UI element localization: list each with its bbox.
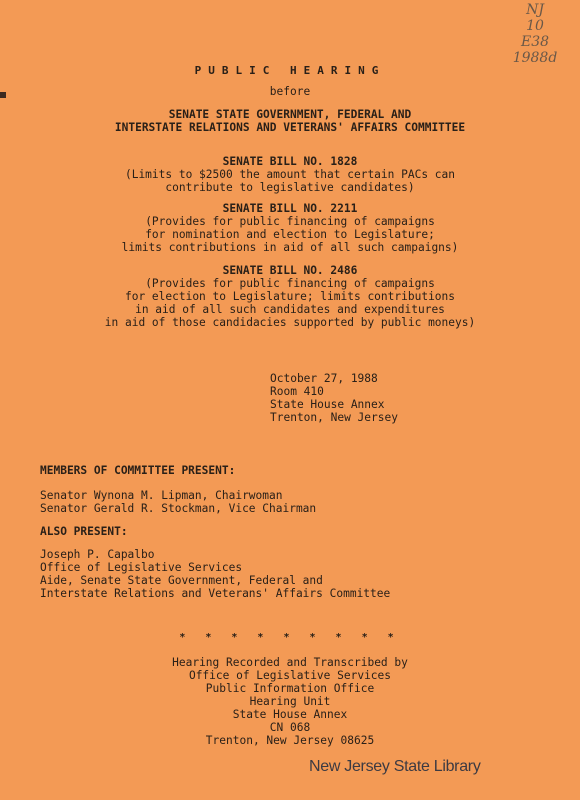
bill-title: SENATE BILL NO. 2486	[222, 264, 358, 277]
meeting-date: October 27, 1988	[270, 372, 378, 385]
transcription-line: Hearing Recorded and Transcribed by	[172, 656, 408, 669]
member-entry: Senator Gerald R. Stockman, Vice Chairman	[40, 502, 317, 515]
library-stamp: New Jersey State Library	[309, 758, 481, 775]
before-label: before	[269, 85, 311, 98]
handwritten-line-4: 1988d	[512, 50, 558, 66]
handwritten-line-2: 10	[526, 18, 544, 34]
bill-description-line: contribute to legislative candidates)	[165, 181, 415, 194]
transcription-line: State House Annex	[232, 708, 348, 721]
handwritten-line-3: E38	[520, 34, 550, 50]
transcription-line: CN 068	[269, 721, 311, 734]
bill-1828	[0, 155, 580, 194]
committee-line-2: INTERSTATE RELATIONS AND VETERANS' AFFAIRS COMMITTEE	[114, 121, 466, 134]
also-present-heading: ALSO PRESENT:	[40, 525, 128, 538]
bill-title: SENATE BILL NO. 1828	[222, 155, 358, 168]
section-separator: * * * * * * * * *	[179, 632, 401, 643]
document-heading: PUBLIC HEARING	[194, 64, 386, 77]
meeting-building: State House Annex	[270, 398, 385, 411]
transcription-line: Hearing Unit	[249, 695, 331, 708]
bill-description-line: (Limits to $2500 the amount that certain PACs can	[124, 168, 456, 181]
handwritten-call-number	[500, 2, 570, 66]
bill-description-line: limits contributions in aid of all such campaigns)	[121, 241, 459, 254]
bill-description-line: in aid of those candidacies supported by public moneys)	[104, 316, 476, 329]
bill-description-line: in aid of all such candidates and expenditures	[135, 303, 445, 316]
bill-description-line: (Provides for public financing of campaigns	[145, 215, 435, 228]
bill-2211	[0, 202, 580, 254]
transcription-line: Office of Legislative Services	[188, 669, 392, 682]
meeting-city: Trenton, New Jersey	[270, 411, 398, 424]
bill-2486	[0, 264, 580, 329]
bill-description-line: for election to Legislature; limits contributions	[124, 290, 456, 303]
also-present-entry: Joseph P. Capalbo	[40, 548, 155, 561]
also-present-entry: Interstate Relations and Veterans' Affairs Committee	[40, 587, 391, 600]
committee-line-1: SENATE STATE GOVERNMENT, FEDERAL AND	[168, 108, 412, 121]
bill-description-line: for nomination and election to Legislature;	[145, 228, 435, 241]
members-heading: MEMBERS OF COMMITTEE PRESENT:	[40, 464, 236, 477]
bill-description-line: (Provides for public financing of campaigns	[145, 277, 435, 290]
also-present-entry: Office of Legislative Services	[40, 561, 243, 574]
meeting-room: Room 410	[270, 385, 324, 398]
meeting-details	[270, 372, 398, 424]
also-present-list	[40, 548, 390, 600]
members-list	[40, 489, 316, 515]
transcription-line: Public Information Office	[205, 682, 375, 695]
handwritten-line-1: NJ	[526, 2, 544, 18]
transcription-line: Trenton, New Jersey 08625	[205, 734, 375, 747]
committee-name	[0, 108, 580, 134]
also-present-entry: Aide, Senate State Government, Federal and	[40, 574, 323, 587]
bill-title: SENATE BILL NO. 2211	[222, 202, 358, 215]
member-entry: Senator Wynona M. Lipman, Chairwoman	[40, 489, 283, 502]
transcription-credit	[0, 656, 580, 747]
